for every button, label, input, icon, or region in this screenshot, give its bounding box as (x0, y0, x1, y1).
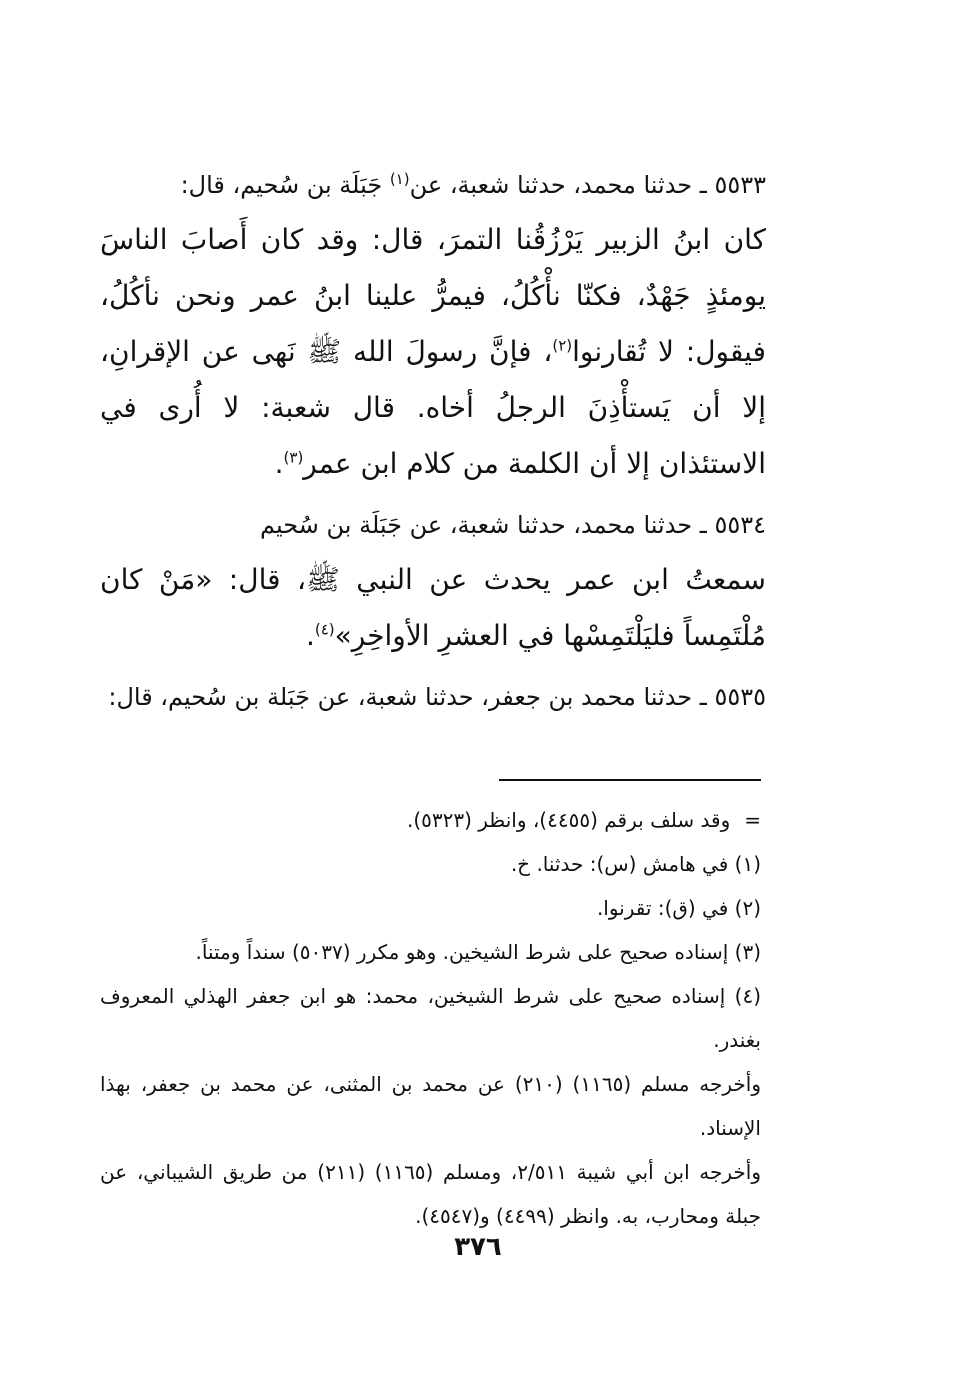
footnote-3: (٣) إسناده صحيح على شرط الشيخين. وهو مكرر (٥٠٣٧) سنداً ومتناً. (195, 940, 761, 964)
hadith-5534-matn-end: . (305, 619, 315, 652)
footnote-4-paragraph-2: وأخرجه مسلم (١١٦٥) (٢١٠) عن محمد بن المثنى، عن محمد بن جعفر، بهذا الإسناد. (100, 1072, 762, 1140)
hadith-5533-matn (100, 212, 766, 492)
hadith-5535-chain: ٥٥٣٥ ـ حدثنا محمد بن جعفر، حدثنا شعبة، عن جَبَلة بن سُحيم، قال: (108, 683, 766, 711)
hadith-5533-matn-part1: كان ابنُ الزبير يَرْزُقُنا التمرَ، قال: وقد كان أَصابَ الناسَ يومئذٍ جَهْدٌ، فكنّا نأْكُلُ، فيمرُّ علينا ابنُ عمر ونحن نأكُلُ، فيقول: لا تُقارنوا (100, 223, 766, 368)
hadith-5533-chain-text: ٥٥٣٣ ـ حدثنا محمد، حدثنا شعبة، عن (409, 171, 766, 199)
footnote-1: (١) في هامش (س): حدثنا. خ. (510, 852, 761, 876)
footnote-ref-1[interactable]: (١) (389, 170, 410, 188)
footnotes-section (100, 798, 761, 1238)
page-number: ٣٧٦ (454, 1232, 502, 1262)
hadith-5533-chain-text-end: جَبَلَة بن سُحيم، قال: (180, 171, 390, 199)
footnote-ref-2[interactable]: (٢) (552, 336, 573, 355)
hadith-5534-matn-text: سمعتُ ابن عمر يحدث عن النبي ﷺ، قال: «مَنْ كان مُلْتَمِساً فليَلْتَمِسْها في العشرِ الأواخِرِ» (100, 563, 766, 652)
footnote-4-paragraph-3: وأخرجه ابن أبي شيبة ٢/٥١١، ومسلم (١١٦٥) (٢١١) من طريق الشيباني، عن جبلة ومحارب، به. وانظر (٤٤٩٩) و(٤٥٤٧). (100, 1160, 761, 1228)
footnote-continuation (100, 798, 761, 842)
hadith-5534-chain: ٥٥٣٤ ـ حدثنا محمد، حدثنا شعبة، عن جَبَلَة بن سُحيم (260, 511, 766, 539)
footnote-4: (٤) إسناده صحيح على شرط الشيخين، محمد: هو ابن جعفر الهذلي المعروف بغندر. (100, 984, 761, 1052)
footnote-2: (٢) في (ق): تقرنوا. (596, 896, 761, 920)
footnote-continuation-text: وقد سلف برقم (٤٤٥٥)، وانظر (٥٣٢٣). (406, 808, 731, 832)
continuation-mark: = (744, 808, 761, 832)
footnote-separator (499, 779, 761, 781)
main-text (100, 158, 766, 724)
footnote-ref-4[interactable]: (٤) (314, 620, 335, 639)
footnote-ref-3[interactable]: (٣) (283, 448, 304, 467)
hadith-5533-matn-part2: ، فإنَّ رسولَ الله ﷺ نَهى عن الإقرانِ، إلا أن يَستأْذِنَ الرجلُ أخاه. قال شعبة: لا أُرى في الاستئذان إلا أن الكلمة من كلام ابن عمر (100, 335, 766, 480)
hadith-5534-matn (100, 552, 766, 664)
hadith-5533-matn-end: . (274, 447, 284, 480)
hadith-5533-chain (100, 158, 766, 212)
